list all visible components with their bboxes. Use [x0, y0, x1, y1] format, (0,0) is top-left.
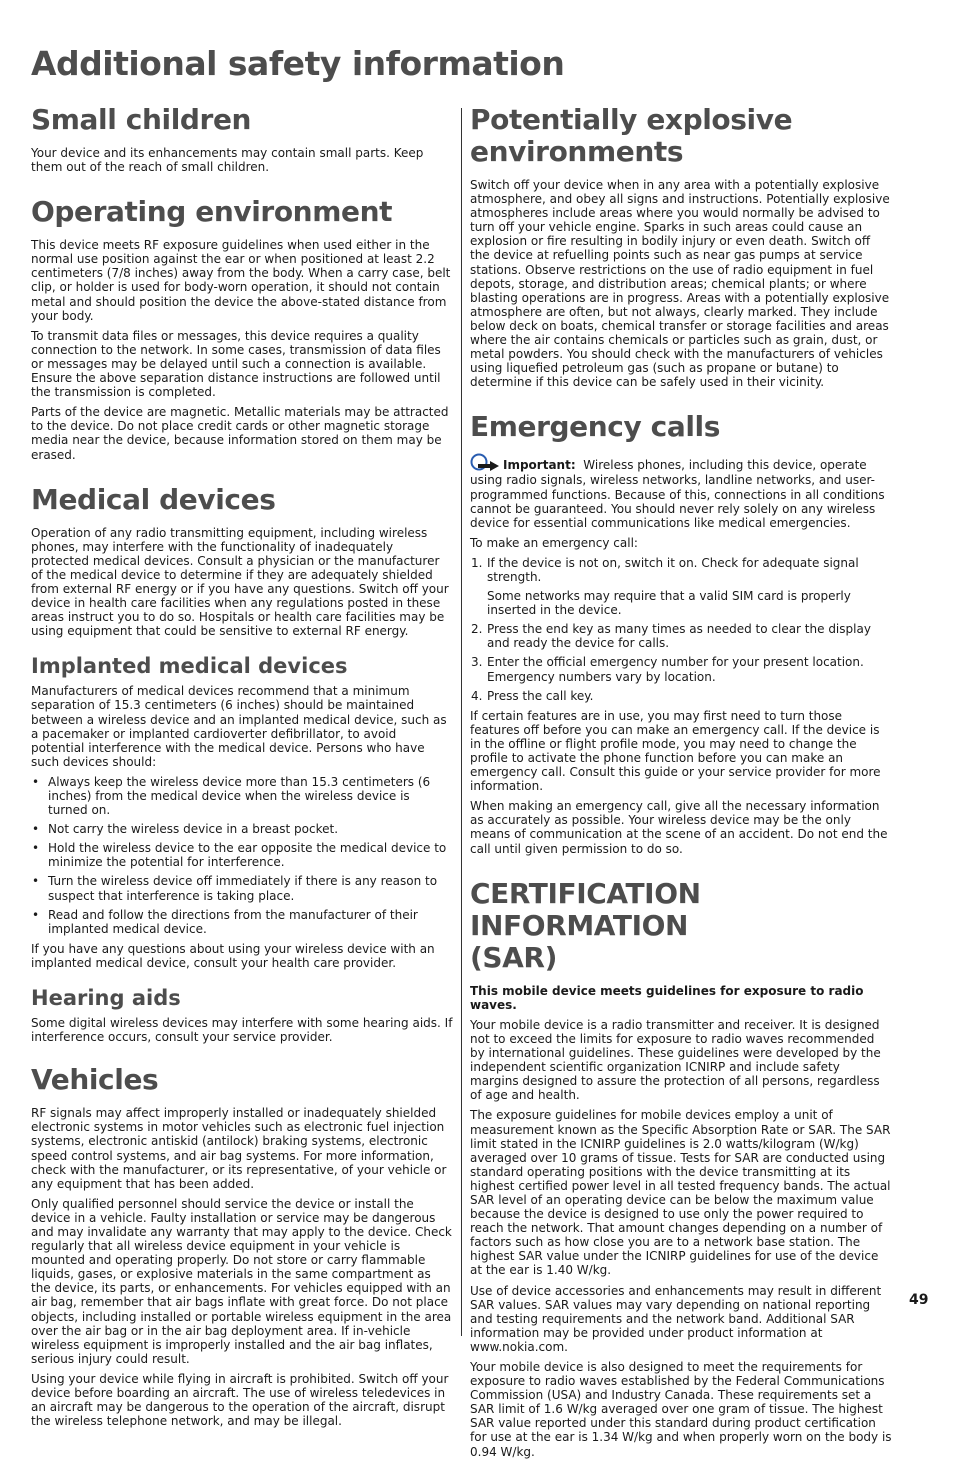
column-divider [461, 108, 462, 1336]
list-item: • Hold the wireless device to the ear opposite the medical device to minimize the potential for interference. [32, 841, 447, 870]
paragraph: To make an emergency call: [470, 535, 638, 550]
heading-medical-devices: Medical devices [31, 482, 276, 516]
paragraph: Your mobile device is a radio transmitter and receiver. It is designed not to exceed the limits for exposure to radio waves recommended by international guidelines. These guidelines were developed by the independent scientific organization ICNIRP and include safety margins designed to assure the protection of all persons, regardless of age and health. [470, 1017, 881, 1103]
left-column [31, 104, 453, 1450]
heading-emergency-calls: Emergency calls [470, 410, 721, 444]
paragraph: If you have any questions about using your wireless device with an implanted medical device, consult your health care provider. [31, 941, 435, 970]
heading-certification: CERTIFICATION INFORMATION (SAR) [470, 876, 701, 974]
paragraph: Operation of any radio transmitting equipment, including wireless phones, may interfere with the functionality of inadequately protected medical devices. Consult a physician or the manufacturer of the medical device to determine if they are adequately shielded from external RF energy or if you have any questions. Switch off your device in health care facilities when any regulations posted in these areas instruct you to do so. Hospitals or health care facilities may be using equipment that could be sensitive to external RF energy. [31, 525, 449, 639]
section-medical-devices [31, 484, 453, 1045]
heading-explosive-environments: Potentially explosive environments [470, 103, 793, 168]
paragraph: Parts of the device are magnetic. Metallic materials may be attracted to the device. Do not place credit cards or other magnetic storage media near the device, because information stored on them may be erased. [31, 405, 449, 462]
heading-implanted-medical-devices: Implanted medical devices [31, 654, 348, 679]
certification-lead: This mobile device meets guidelines for exposure to radio waves. [470, 983, 864, 1012]
implanted-bullet-list [31, 775, 453, 936]
paragraph: To transmit data files or messages, this device requires a quality connection to the network. In some cases, transmission of data files or messages may be delayed until such a connection is available. Ensure the above separation distance instructions are followed until the transmission is completed. [31, 328, 441, 400]
heading-vehicles: Vehicles [31, 1063, 159, 1097]
heading-operating-environment: Operating environment [31, 195, 393, 229]
paragraph: Only qualified personnel should service the device or install the device in a vehicle. Faulty installation or service may be dangerous and may invalidate any warranty that may apply to the device. Check regularly that all wireless device equipment in your vehicle is mounted and operating properly. Do not store or carry flammable liquids, gases, or explosive materials in the same compartment as the device, its parts, or enhancements. For vehicles equipped with an air bag, remember that air bags inflate with great force. Do not place objects, including installed or portable wireless equipment in the area over the air bag or in the air bag deployment area. If in-vehicle wireless equipment is improperly installed and the air bag inflates, serious injury could result. [31, 1196, 452, 1366]
important-text: Wireless phones, including this device, operate using radio signals, wireless networks, landline networks, and user-programmed functions. Because of this, connections in all conditions cannot be guaranteed. You should never rely solely on any wireless device for essential communications like medical emergencies. [470, 458, 885, 530]
paragraph: Some digital wireless devices may interfere with some hearing aids. If interference occurs, consult your service provider. [31, 1016, 453, 1045]
important-label: Important: [503, 458, 576, 473]
section-explosive-environments [470, 104, 892, 389]
right-column [470, 104, 892, 1481]
important-pointer-icon [470, 453, 500, 473]
section-small-children [31, 104, 453, 174]
list-item: 1. If the device is not on, switch it on. Check for adequate signal strength. Some networks may require that a valid SIM card is properly inserted in the device. [470, 556, 892, 617]
paragraph: When making an emergency call, give all the necessary information as accurately as possible. Your wireless device may be the only means of communication at the scene of an accident. Do not end the call until given permission to do so. [470, 799, 888, 856]
list-item: 2. Press the end key as many times as needed to clear the display and ready the device for calls. [471, 622, 871, 651]
section-vehicles [31, 1064, 453, 1428]
paragraph: Your device and its enhancements may contain small parts. Keep them out of the reach of small children. [31, 146, 424, 175]
section-emergency-calls [470, 411, 892, 855]
heading-hearing-aids: Hearing aids [31, 986, 181, 1011]
list-item: 4. Press the call key. [471, 688, 594, 703]
paragraph: This device meets RF exposure guidelines when used either in the normal use position against the ear or when positioned at least 2.2 centimeters (7/8 inches) away from the body. When a carry case, belt clip, or holder is used for body-worn operation, it should not contain metal and should position the device the above-stated distance from your body. [31, 238, 451, 323]
section-operating-environment [31, 196, 453, 461]
emergency-steps-list [470, 556, 892, 703]
paragraph: If certain features are in use, you may first need to turn those features off before you can make an emergency call. If the device is in the offline or flight profile mode, you may need to change the profile to activate the phone function before you can make an emergency call. Consult this guide or your service provider for more information. [470, 708, 881, 794]
section-certification [470, 878, 892, 1459]
page-title: Additional safety information [31, 44, 565, 83]
paragraph: Using your device while flying in aircraft is prohibited. Switch off your device before boarding an aircraft. The use of wireless teledevices in an aircraft may be dangerous to the operation of the aircraft, disrupt the wireless telephone network, and may be illegal. [31, 1371, 449, 1429]
page-number: 49 [909, 1292, 929, 1308]
important-note [470, 453, 892, 529]
paragraph: Use of device accessories and enhancements may result in different SAR values. SAR values may vary depending on national reporting and testing requirements and the network band. Additional SAR information may be provided under product information at www.nokia.com. [470, 1283, 882, 1354]
heading-small-children: Small children [31, 103, 252, 136]
list-item: • Turn the wireless device off immediately if there is any reason to suspect that interference is taking place. [32, 874, 438, 903]
list-item: • Read and follow the directions from the manufacturer of their implanted medical device. [32, 907, 418, 936]
list-item: • Not carry the wireless device in a breast pocket. [32, 822, 339, 837]
paragraph: RF signals may affect improperly installed or inadequately shielded electronic systems in motor vehicles such as electronic fuel injection systems, electronic antiskid (antilock) braking systems, electronic speed control systems, and air bag systems. For more information, check with the manufacturer, or its representative, of your vehicle or any equipment that has been added. [31, 1106, 447, 1191]
paragraph: The exposure guidelines for mobile devices employ a unit of measurement known as the Specific Absorption Rate or SAR. The SAR limit stated in the ICNIRP guidelines is 2.0 watts/kilogram (W/kg) averaged over 10 grams of tissue. Tests for SAR are conducted using standard operating positions with the device transmitting at its highest certified power level in all tested frequency bands. The actual SAR level of an operating device can be below the maximum value because the device is designed to use only the power required to reach the network. That amount changes depending on a number of factors such as how close you are to a network base station. The highest SAR value under the ICNIRP guidelines for use of the device at the ear is 1.40 W/kg. [470, 1108, 891, 1278]
paragraph: Manufacturers of medical devices recommend that a minimum separation of 15.3 centimeters (6 inches) should be maintained between a wireless device and an implanted medical device, such as a pacemaker or implanted cardioverter defibrillator, to avoid potential interference with the medical device. Persons who have such devices should: [31, 684, 447, 769]
paragraph: Switch off your device when in any area with a potentially explosive atmosphere, and obey all signs and instructions. Potentially explosive atmospheres include areas where you would normally be advised to turn off your vehicle engine. Sparks in such areas could cause an explosion or fire resulting in bodily injury or even death. Switch off the device at refuelling points such as near gas pumps at service stations. Observe restrictions on the use of radio equipment in fuel depots, storage, and distribution areas; chemical plants; or where blasting operations are in progress. Areas with a potentially explosive atmosphere are often, but not always, clearly marked. They include below deck on boats, chemical transfer or storage facilities and areas where the air contains chemicals or particles such as grain, dust, or metal powders. You should check with the manufacturers of vehicles using liquefied petroleum gas (such as propane or butane) to determine if this device can be safely used in their vicinity. [470, 178, 890, 390]
list-item: 3. Enter the official emergency number for your present location. Emergency numbers vary by location. [471, 655, 864, 684]
list-item: • Always keep the wireless device more than 15.3 centimeters (6 inches) from the medical device when the wireless device is turned on. [32, 774, 431, 818]
step-note: Some networks may require that a valid SIM card is properly inserted in the device. [487, 589, 851, 618]
paragraph: Your mobile device is also designed to meet the requirements for exposure to radio waves established by the Federal Communications Commission (USA) and Industry Canada. These requirements set a SAR limit of 1.6 W/kg averaged over one gram of tissue. The highest SAR value reported under this standard during product certification for use at the ear is 1.34 W/kg and when properly worn on the body is 0.94 W/kg. [470, 1360, 892, 1459]
